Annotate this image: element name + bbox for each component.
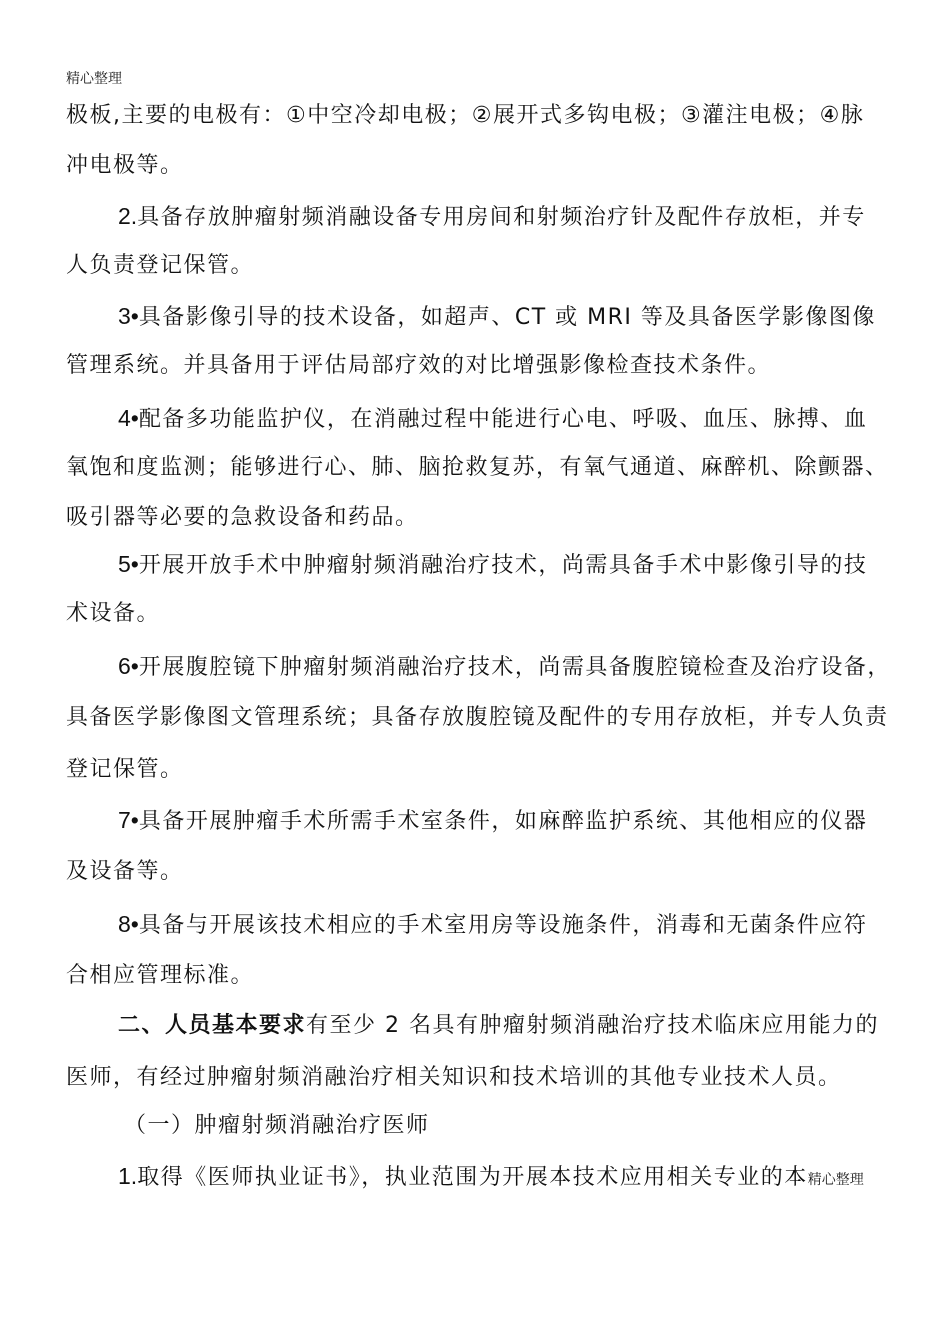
text-line: 医师，有经过肿瘤射频消融治疗相关知识和技术培训的其他专业技术人员。 bbox=[66, 1065, 842, 1090]
text-line: 吸引器等必要的急救设备和药品。 bbox=[66, 505, 419, 530]
list-item-7: 7•具备开展肿瘤手术所需手术室条件，如麻醉监护系统、其他相应的仪器 bbox=[118, 807, 868, 834]
list-item-3: 3•具备影像引导的技术设备，如超声、CT 或 MRI 等及具备医学影像图像 bbox=[118, 303, 876, 330]
text-line: 登记保管。 bbox=[66, 757, 184, 782]
section-heading: 二、人员基本要求 bbox=[118, 1013, 307, 1038]
text-line: 术设备。 bbox=[66, 601, 161, 626]
list-item-6: 6•开展腹腔镜下肿瘤射频消融治疗技术，尚需具备腹腔镜检查及治疗设备， bbox=[118, 653, 891, 680]
page-footer: 精心整理 bbox=[807, 1172, 864, 1188]
list-item-1: 1.取得《医师执业证书》，执业范围为开展本技术应用相关专业的本精心整理 bbox=[118, 1163, 864, 1190]
text-line: 人负责登记保管。 bbox=[66, 253, 255, 278]
list-item-4: 4•配备多功能监护仪，在消融过程中能进行心电、呼吸、血压、脉搏、血 bbox=[118, 405, 868, 432]
list-item-5: 5•开展开放手术中肿瘤射频消融治疗技术，尚需具备手术中影像引导的技 bbox=[118, 551, 868, 578]
text-line: 及设备等。 bbox=[66, 859, 184, 884]
list-item-2: 2.具备存放肿瘤射频消融设备专用房间和射频治疗针及配件存放柜，并专 bbox=[118, 203, 866, 230]
text-line: 管理系统。并具备用于评估局部疗效的对比增强影像检查技术条件。 bbox=[66, 353, 772, 378]
page-header: 精心整理 bbox=[66, 71, 122, 87]
section-heading-line: 二、人员基本要求有至少 2 名具有肿瘤射频消融治疗技术临床应用能力的 bbox=[118, 1013, 880, 1038]
text-line: 氧饱和度监测；能够进行心、肺、脑抢救复苏，有氧气通道、麻醉机、除颤器、 bbox=[66, 455, 889, 480]
text-line: 具备医学影像图文管理系统；具备存放腹腔镜及配件的专用存放柜，并专人负责 bbox=[66, 705, 889, 730]
text-line: 合相应管理标准。 bbox=[66, 963, 255, 988]
text-line: 冲电极等。 bbox=[66, 153, 184, 178]
subsection-heading: （一）肿瘤射频消融治疗医师 bbox=[124, 1113, 430, 1138]
list-item-8: 8•具备与开展该技术相应的手术室用房等设施条件，消毒和无菌条件应符 bbox=[118, 911, 868, 938]
text-line: 极板,主要的电极有：①中空冷却电极；②展开式多钩电极；③灌注电极；④脉 bbox=[66, 103, 865, 128]
